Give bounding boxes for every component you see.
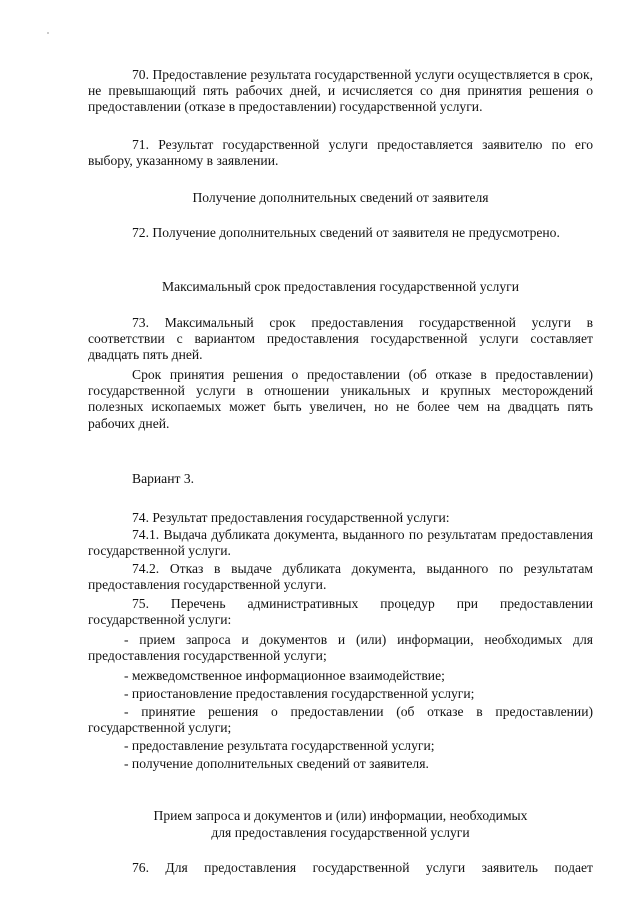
paragraph-70: 70. Предоставление результата государственной услуги осуществляется в срок, не превышающий пять рабочих дней, и исчисляется со дня принятия решения о предоставлении (отказе в предоставлении) государственной услуги.: [88, 67, 593, 115]
list-item: - получение дополнительных сведений от заявителя.: [124, 756, 429, 771]
paragraph-72: 72. Получение дополнительных сведений от заявителя не предусмотрено.: [132, 225, 560, 240]
variant-label: Вариант 3.: [132, 471, 195, 486]
list-item: - межведомственное информационное взаимодействие;: [124, 668, 445, 683]
paragraph-73-decision-term: Срок принятия решения о предоставлении (об отказе в предоставлении) государственной услуги в отношении уникальных и крупных месторождений полезных ископаемых может быть увеличен, но не более чем на двадцать пять рабочих дней.: [88, 367, 593, 431]
paragraph-74-2: 74.2. Отказ в выдаче дубликата документа, выданного по результатам предоставления государственной услуги.: [88, 561, 593, 593]
paragraph-74-1: 74.1. Выдача дубликата документа, выданного по результатам предоставления государственной услуги.: [88, 527, 593, 559]
paragraph-73: 73. Максимальный срок предоставления государственной услуги в соответствии с вариантом предоставления государственной услуги составляет двадцать пять дней.: [88, 315, 593, 363]
list-item: - предоставление результата государственной услуги;: [124, 738, 435, 753]
list-item: - принятие решения о предоставлении (об отказе в предоставлении) государственной услуги;: [88, 704, 593, 736]
section-heading-request-line2: для предоставления государственной услуги: [211, 825, 470, 840]
section-heading-max-term: Максимальный срок предоставления государственной услуги: [161, 279, 519, 294]
section-heading-request-line1: Прием запроса и документов и (или) информации, необходимых: [153, 808, 528, 823]
list-item: - прием запроса и документов и (или) информации, необходимых для предоставления государственной услуги;: [88, 632, 593, 664]
list-item: - приостановление предоставления государственной услуги;: [124, 686, 475, 701]
paragraph-71: 71. Результат государственной услуги предоставляется заявителю по его выбору, указанному в заявлении.: [88, 137, 593, 169]
paragraph-76: 76. Для предоставления государственной услуги заявитель подает: [132, 860, 593, 875]
paragraph-74: 74. Результат предоставления государственной услуги:: [132, 510, 450, 525]
scan-speck: [47, 32, 49, 34]
section-heading-additional-info: Получение дополнительных сведений от заявителя: [192, 190, 489, 205]
paragraph-75: 75. Перечень административных процедур при предоставлении государственной услуги:: [88, 596, 593, 628]
